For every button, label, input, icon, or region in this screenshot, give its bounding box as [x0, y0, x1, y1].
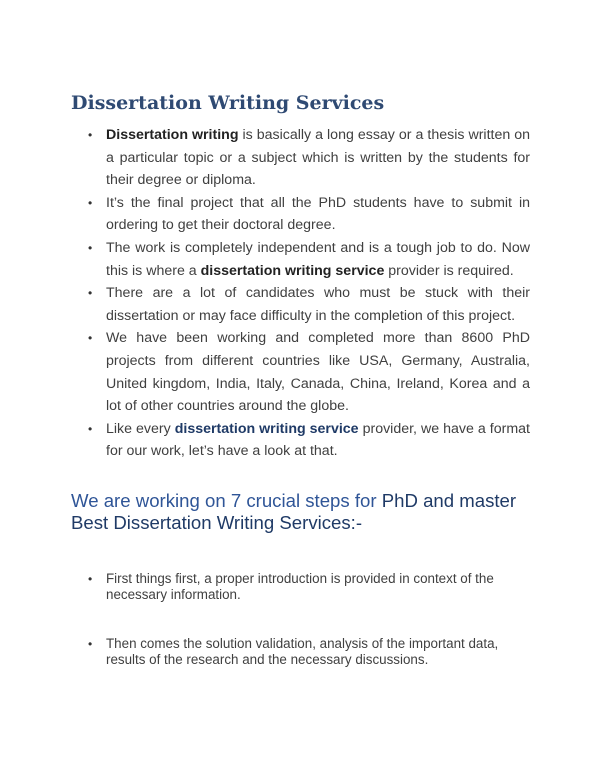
bullet-icon: •: [88, 421, 93, 436]
bullet-icon: •: [88, 331, 93, 346]
steps-heading-part1: We are working on 7 crucial steps for: [71, 490, 382, 511]
list-item: [86, 636, 526, 668]
list-item-text: There are a lot of candidates who must be stuck with their dissertation or may face difficulty in the completion of this project.: [106, 285, 530, 324]
list-item: [86, 418, 530, 463]
bullet-icon: •: [88, 286, 93, 301]
bullet-icon: •: [88, 572, 93, 586]
service-link[interactable]: dissertation writing service: [174, 420, 359, 437]
steps-bullet-list: [86, 571, 526, 668]
page-title: Dissertation Writing Services: [71, 92, 385, 114]
list-item-text: We have been working and completed more than 8600 PhD projects from different countries like USA, Germany, Australia, United kingdom, India, Italy, Canada, China, Ireland, Korea and a lot of other countries around the globe.: [106, 330, 530, 415]
list-item-text-end: provider, we have a format for our work, let’s have a look at that.: [106, 420, 531, 460]
list-item: [86, 237, 530, 282]
bold-keyword-text: dissertation writing service: [200, 262, 385, 279]
list-item: [86, 124, 530, 192]
step-text: First things first, a proper introduction is provided in context of the necessary information.: [106, 571, 494, 602]
list-item: [86, 571, 526, 603]
list-item-text-end: provider is required.: [384, 262, 514, 279]
bullet-icon: •: [88, 637, 93, 651]
step-text: Then comes the solution validation, analysis of the important data, results of the research and the necessary discussions.: [106, 636, 499, 667]
list-item: [86, 327, 530, 417]
bullet-icon: •: [88, 195, 93, 210]
list-item-text: Like every: [106, 420, 175, 437]
list-item: [86, 282, 530, 327]
bullet-icon: •: [88, 240, 93, 255]
bullet-icon: •: [88, 128, 93, 142]
list-item-text: It’s the final project that all the PhD students have to submit in ordering to get their doctoral degree.: [106, 194, 530, 234]
list-item-text: is basically a long essay or a thesis written on a particular topic or a subject which is written by the students for their degree or diploma.: [106, 127, 531, 189]
list-item: [86, 192, 530, 237]
steps-heading: [71, 490, 541, 534]
intro-bullet-list: [86, 124, 530, 463]
list-item-text: The work is completely independent and is a tough job to do. Now this is where a: [106, 239, 530, 279]
bold-lead-text: Dissertation writing: [106, 127, 239, 143]
steps-heading-part2: PhD and master Best Dissertation Writing Services:-: [71, 490, 517, 533]
